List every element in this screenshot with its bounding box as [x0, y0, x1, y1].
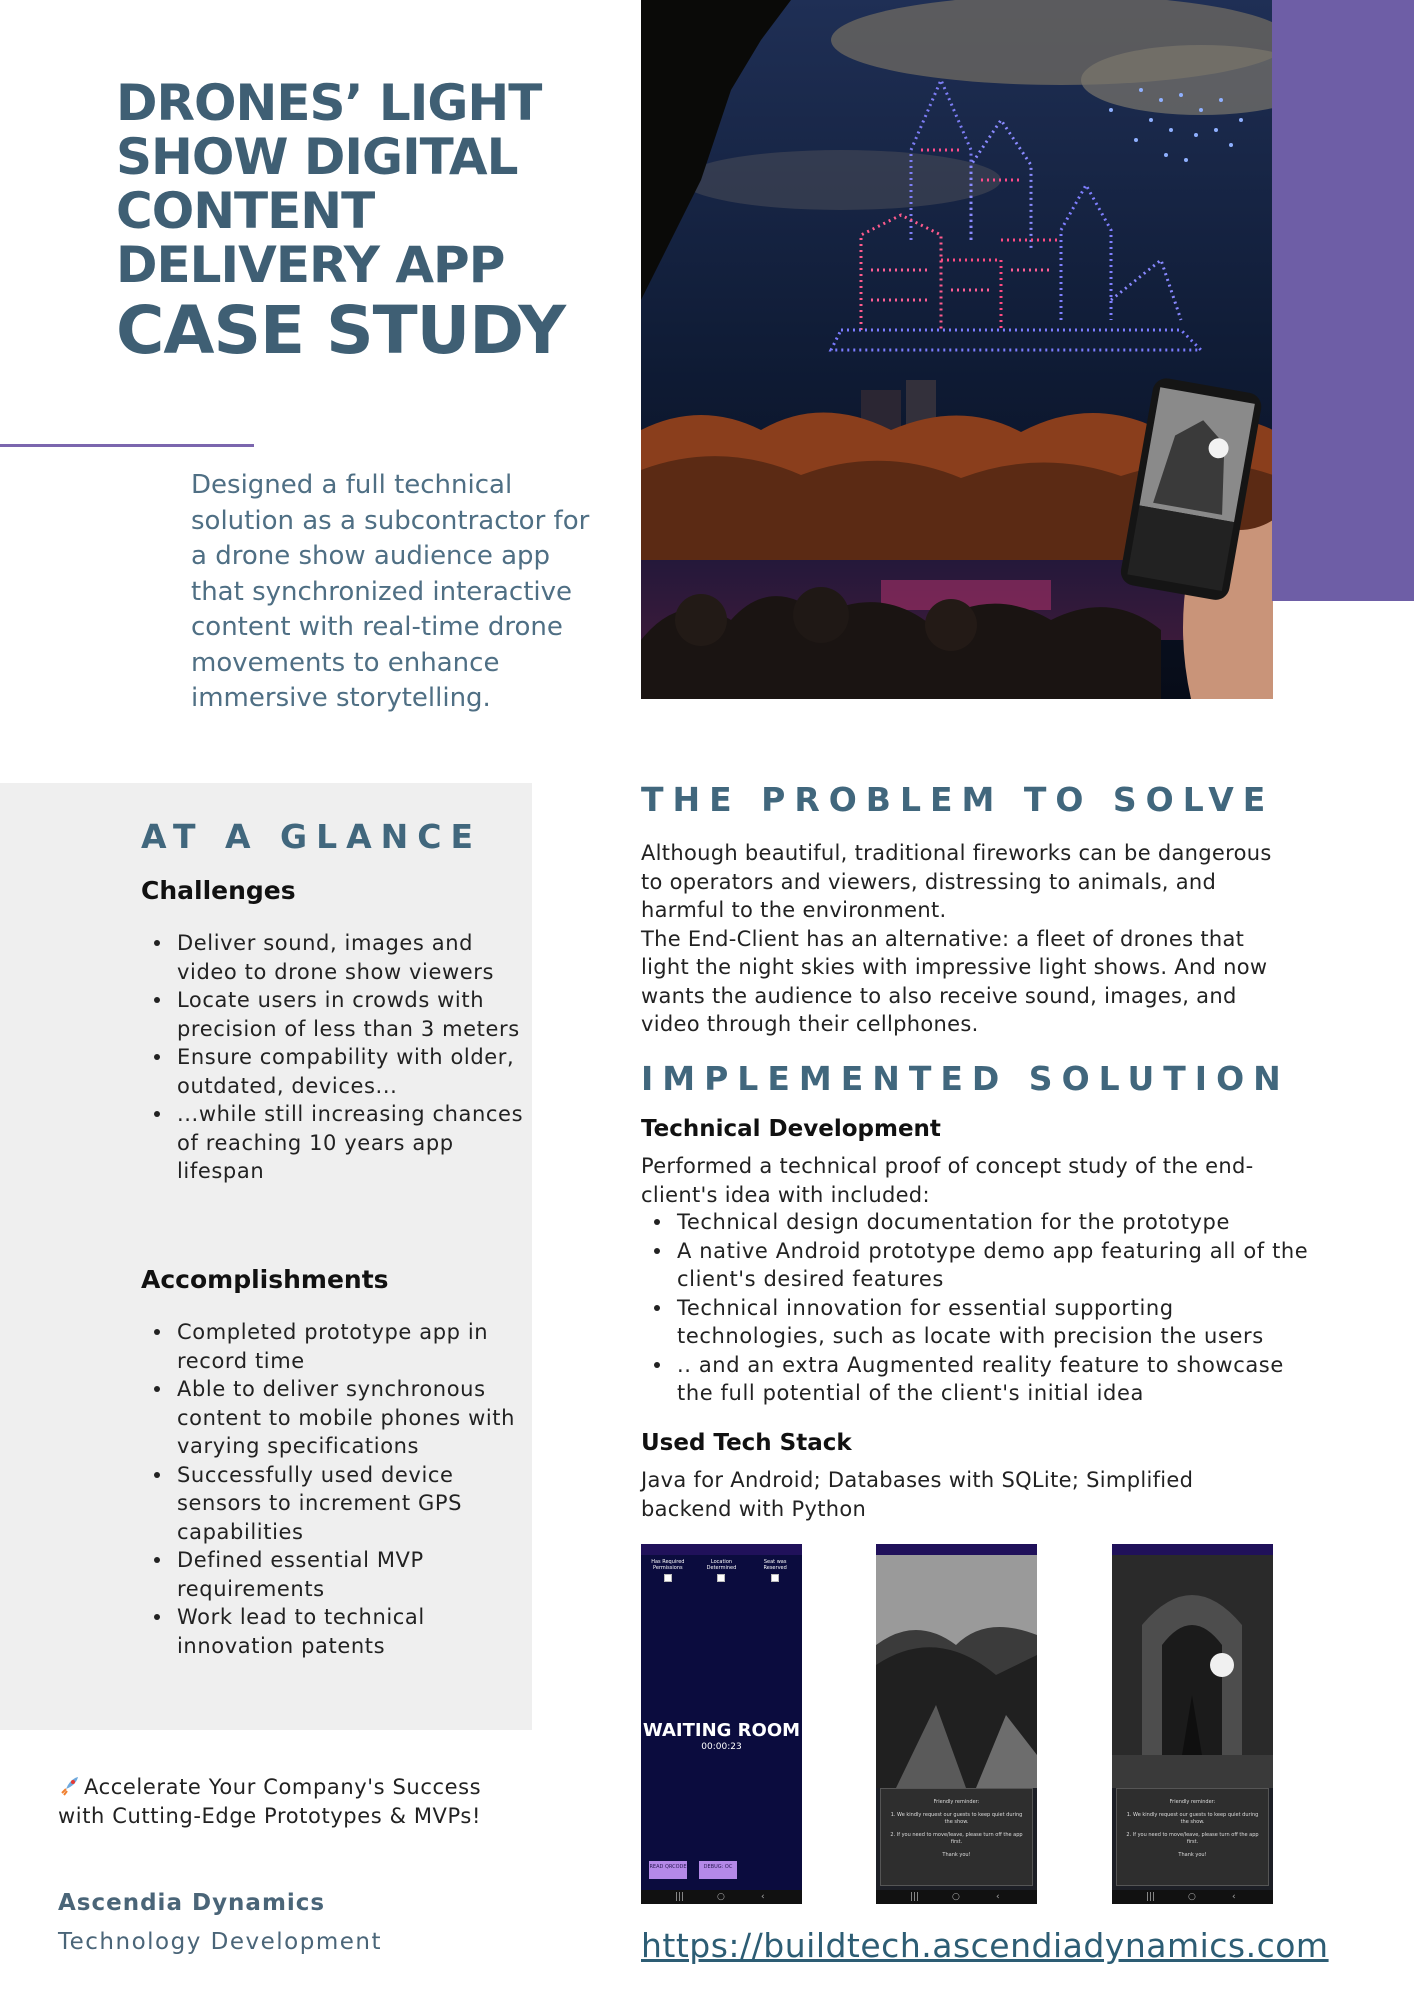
title-line-3: CONTENT — [116, 182, 375, 240]
checkbox-icon — [771, 1574, 779, 1582]
list-item: Able to deliver synchronous content to mobile phones with varying specifications — [177, 1375, 537, 1461]
list-item: A native Android prototype demo app featuring all of the client's desired features — [677, 1237, 1317, 1294]
friendly-reminder-box — [1116, 1788, 1269, 1886]
permission-checks — [641, 1559, 802, 1582]
company-tagline: Technology Development — [58, 1929, 382, 1955]
cta-label: Accelerate Your Company's Success with Cutting-Edge Prototypes & MVPs! — [58, 1775, 482, 1828]
solution-heading: IMPLEMENTED SOLUTION — [641, 1059, 1290, 1098]
waiting-room-timer: 00:00:23 — [701, 1742, 742, 1752]
debug-button: DEBUG: OC — [699, 1861, 737, 1879]
friendly-reminder-box — [880, 1788, 1033, 1886]
hero-image — [641, 0, 1273, 699]
check-location: Location Determined — [699, 1559, 743, 1582]
reminder-item-1: 1. We kindly request our guests to keep quiet during the show. — [890, 1812, 1023, 1825]
challenges-list — [141, 929, 537, 1186]
list-item: Technical innovation for essential supporting technologies, such as locate with precision the users — [677, 1294, 1317, 1351]
scene-image-hall — [1112, 1555, 1273, 1788]
reminder-thanks: Thank you! — [1178, 1852, 1207, 1858]
list-item: Deliver sound, images and video to drone show viewers — [177, 929, 537, 986]
reminder-title: Friendly reminder: — [933, 1799, 980, 1805]
title-line-4: DELIVERY APP — [116, 236, 505, 294]
rocket-icon — [58, 1775, 80, 1797]
list-item: Ensure compability with older, outdated, devices... — [177, 1043, 537, 1100]
problem-paragraph-1: Although beautiful, traditional fireworks can be dangerous to operators and viewers, distressing to animals, and harmful to the environment. — [641, 841, 1272, 922]
page-title — [116, 76, 586, 368]
list-item: Technical design documentation for the prototype — [677, 1208, 1317, 1237]
tech-stack-text: Java for Android; Databases with SQLite; Simplified backend with Python — [641, 1468, 1194, 1521]
scene-image-storm — [876, 1555, 1037, 1788]
waiting-room-screen — [641, 1555, 802, 1890]
title-line-1: DRONES’ LIGHT — [116, 74, 542, 132]
problem-heading: THE PROBLEM TO SOLVE — [641, 780, 1275, 819]
intro-text: Designed a full technical solution as a subcontractor for a drone show audience app that synchronized interactive content with real-time drone movements to enhance immersive storytelling. — [191, 470, 590, 713]
checkbox-icon — [717, 1574, 725, 1582]
status-bar — [1112, 1544, 1273, 1555]
cta-text — [58, 1773, 498, 1831]
waiting-room-title: WAITING ROOM — [642, 1720, 801, 1741]
drone-show-illustration — [641, 0, 1273, 699]
check-seat: Seat was Reserved — [753, 1559, 797, 1582]
list-item: Work lead to technical innovation patents — [177, 1603, 537, 1660]
accent-bar — [1272, 0, 1414, 601]
company-name: Ascendia Dynamics — [58, 1890, 326, 1916]
check-permissions: Has Required Permissions — [646, 1559, 690, 1582]
list-item: Defined essential MVP requirements — [177, 1546, 537, 1603]
list-item: Successfully used device sensors to increment GPS capabilities — [177, 1461, 537, 1547]
tech-dev-heading: Technical Development — [641, 1116, 941, 1142]
list-item: Completed prototype app in record time — [177, 1318, 537, 1375]
nav-bar: ||| ○ ‹ — [641, 1890, 802, 1904]
title-case-study: CASE STUDY — [116, 292, 566, 369]
challenges-heading: Challenges — [141, 876, 296, 905]
phone-screenshot-waiting-room — [641, 1544, 802, 1904]
tech-dev-list — [641, 1208, 1317, 1408]
phone-screenshot-scene-1 — [876, 1544, 1037, 1904]
accomplishments-heading: Accomplishments — [141, 1265, 389, 1294]
status-bar — [641, 1544, 802, 1555]
reminder-title: Friendly reminder: — [1169, 1799, 1216, 1805]
glance-heading: AT A GLANCE — [141, 817, 483, 856]
list-item: Locate users in crowds with precision of less than 3 meters — [177, 986, 537, 1043]
list-item: .. and an extra Augmented reality feature to showcase the full potential of the client's initial idea — [677, 1351, 1317, 1408]
list-item: ...while still increasing chances of reaching 10 years app lifespan — [177, 1100, 537, 1186]
reminder-item-1: 1. We kindly request our guests to keep quiet during the show. — [1126, 1812, 1259, 1825]
nav-bar: ||| ○ ‹ — [876, 1890, 1037, 1904]
tech-stack-heading: Used Tech Stack — [641, 1430, 852, 1456]
divider — [0, 444, 254, 447]
read-qrcode-button: READ QRCODE — [649, 1861, 687, 1879]
accomplishments-list — [141, 1318, 537, 1660]
tech-dev-intro: Performed a technical proof of concept study of the end-client's idea with included: — [641, 1154, 1254, 1207]
nav-bar: ||| ○ ‹ — [1112, 1890, 1273, 1904]
status-bar — [876, 1544, 1037, 1555]
reminder-thanks: Thank you! — [942, 1852, 971, 1858]
problem-text — [641, 839, 1281, 1039]
website-link[interactable]: https://buildtech.ascendiadynamics.com — [641, 1926, 1329, 1965]
problem-paragraph-2: The End-Client has an alternative: a fleet of drones that light the night skies with impressive light shows. And now wants the audience to also receive sound, images, and video through their cellphones. — [641, 926, 1268, 1036]
title-line-2: SHOW DIGITAL — [116, 128, 518, 186]
reminder-item-2: 2. If you need to move/leave, please turn off the app first. — [890, 1832, 1023, 1845]
reminder-item-2: 2. If you need to move/leave, please turn off the app first. — [1126, 1832, 1259, 1845]
phone-screenshot-scene-2 — [1112, 1544, 1273, 1904]
checkbox-icon — [664, 1574, 672, 1582]
